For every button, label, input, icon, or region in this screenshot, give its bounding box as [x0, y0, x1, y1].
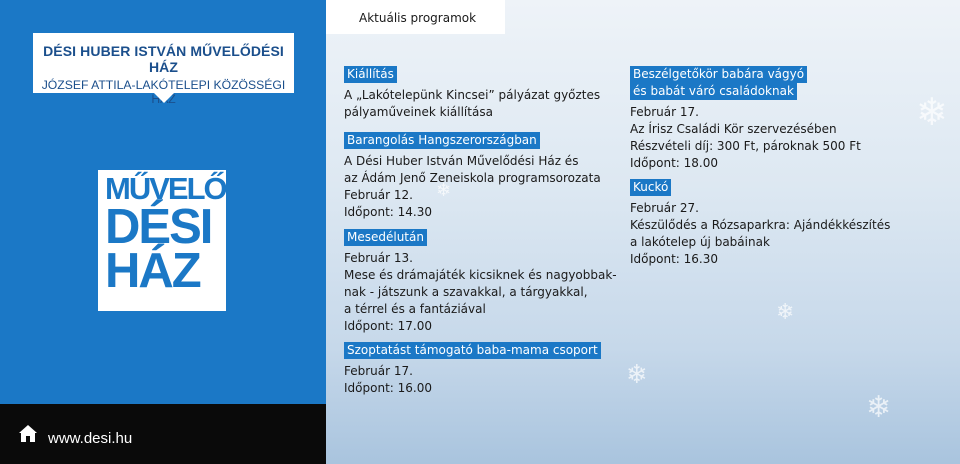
event-line: Időpont: 17.00 [344, 319, 432, 333]
logo-line-1: MŰVELŐ [105, 171, 226, 206]
logo-line-2: DÉSI [105, 199, 212, 254]
snowflake-icon: ❄ [866, 390, 892, 425]
title-box [33, 33, 294, 106]
snowflake-icon: ❄ [436, 180, 452, 201]
event-line: Időpont: 14.30 [344, 205, 432, 219]
event-kiallitas [344, 66, 600, 121]
event-line: Időpont: 16.30 [630, 252, 718, 266]
event-title: Mesedélután [344, 229, 427, 246]
event-line: pályaműveinek kiállítása [344, 105, 493, 119]
event-szoptatas [344, 342, 601, 397]
event-line: a térrel és a fantáziával [344, 302, 486, 316]
event-line: A Dési Huber István Művelődési Ház és [344, 154, 579, 168]
website-link[interactable]: www.desi.hu [48, 430, 133, 447]
event-title: Szoptatást támogató baba-mama csoport [344, 342, 601, 359]
snowflake-icon: ❄ [626, 360, 648, 390]
event-line: Február 17. [344, 364, 413, 378]
event-line: az Ádám Jenő Zeneiskola programsorozata [344, 171, 601, 185]
footer [0, 404, 326, 464]
tab-aktualis-programok[interactable] [326, 0, 505, 34]
event-line: Február 17. [630, 105, 699, 119]
event-line: nak - játszunk a szavakkal, a tárgyakkal, [344, 285, 588, 299]
page-title: DÉSI HUBER ISTVÁN MŰVELŐDÉSI HÁZ [43, 43, 284, 75]
event-line: Az Írisz Családi Kör szervezésében [630, 122, 837, 136]
event-kucko [630, 179, 890, 268]
tab-label: Aktuális programok [359, 11, 477, 25]
event-title: Beszélgetőkör babára vágyó [630, 66, 807, 83]
event-line: Időpont: 18.00 [630, 156, 718, 170]
logo [98, 170, 226, 311]
snowflake-icon: ❄ [776, 300, 795, 325]
event-line: a lakótelep új babáinak [630, 235, 770, 249]
event-title: Kuckó [630, 179, 671, 196]
snowflake-icon: ❄ [916, 90, 948, 134]
event-line: A „Lakótelepünk Kincsei” pályázat győztes [344, 88, 601, 102]
logo-line-3: HÁZ [105, 243, 200, 298]
event-mesedelutan [344, 229, 617, 335]
event-line: Időpont: 16.00 [344, 381, 432, 395]
sidebar [0, 0, 326, 464]
page-subtitle: JÓZSEF ATTILA-LAKÓTELEPI KÖZÖSSÉGI HÁZ [41, 78, 286, 106]
home-icon[interactable] [18, 424, 38, 444]
event-title-block [630, 66, 861, 100]
event-line: Készülődés a Rózsaparkra: Ajándékkészítés [630, 218, 891, 232]
event-title: Kiállítás [344, 66, 397, 83]
event-line: Február 27. [630, 201, 699, 215]
programs-panel [326, 0, 960, 464]
event-beszelgetokor [630, 66, 861, 172]
event-barangolas [344, 132, 601, 221]
event-title: Barangolás Hangszerországban [344, 132, 540, 149]
event-title: és babát váró családoknak [630, 83, 797, 100]
event-line: Február 13. [344, 251, 413, 265]
event-line: Február 12. [344, 188, 413, 202]
event-line: Mese és drámajáték kicsiknek és nagyobbak- [344, 268, 617, 282]
event-line: Részvételi díj: 300 Ft, pároknak 500 Ft [630, 139, 861, 153]
